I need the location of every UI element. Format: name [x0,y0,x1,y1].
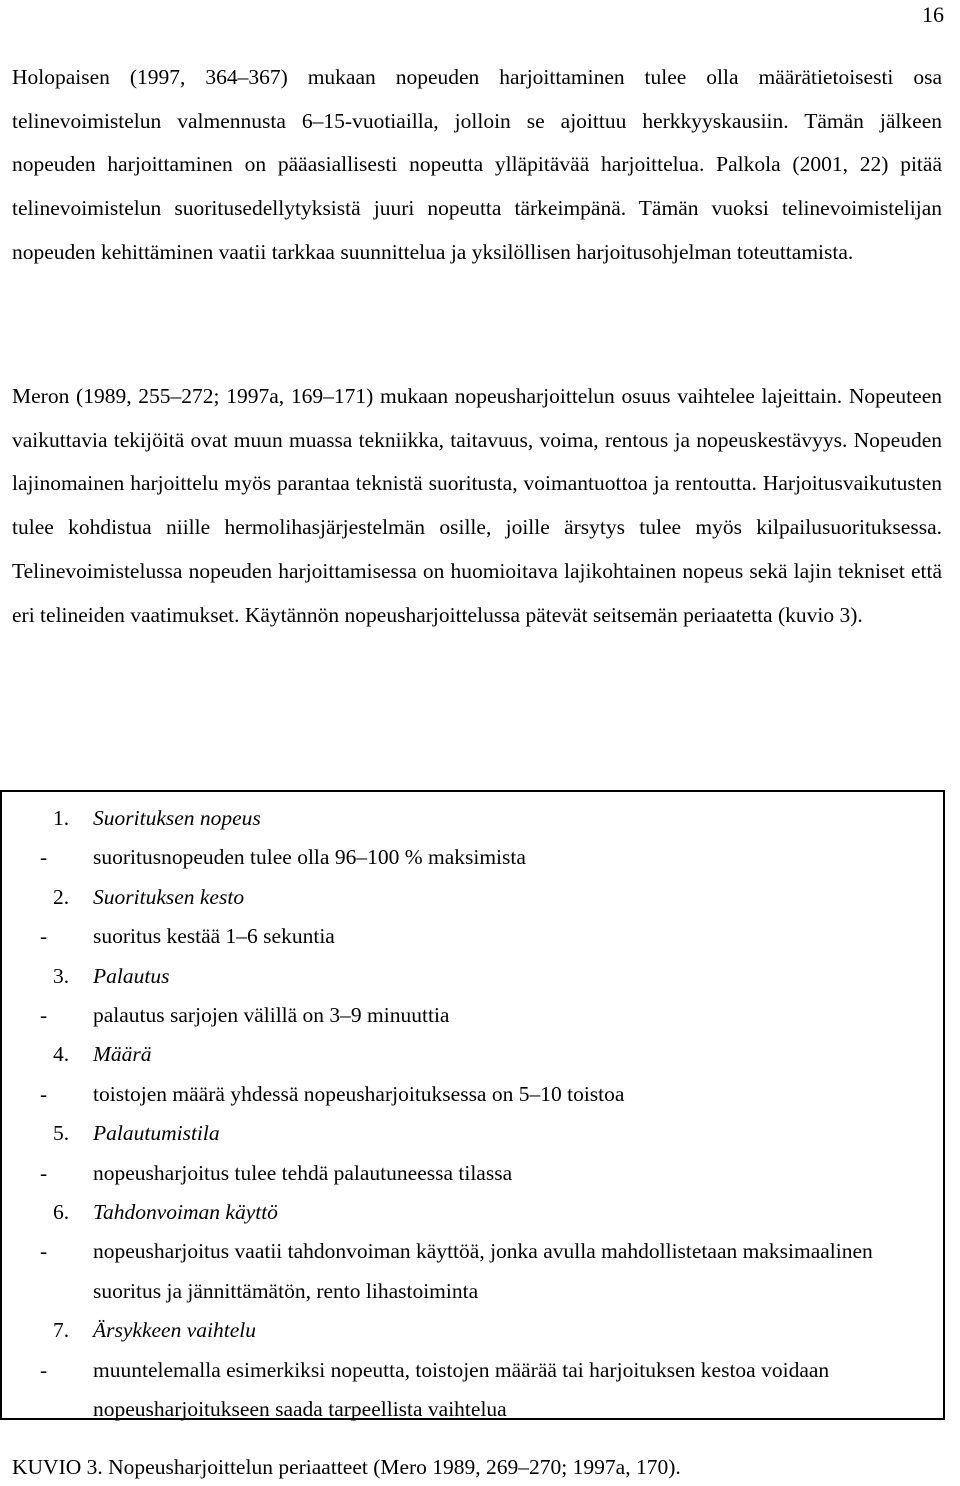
principle-description [35,1075,935,1114]
principle-number: 2. [53,884,70,909]
principle-heading [35,1311,935,1350]
principle-heading [35,957,935,996]
principle-description-text: toistojen määrä yhdessä nopeusharjoituksessa on 5–10 toistoa [93,1081,625,1106]
principle-title: Tahdonvoiman käyttö [93,1200,278,1225]
dash-marker: - [40,845,48,870]
principle-title: Ärsykkeen vaihtelu [93,1318,256,1343]
principle-number: 5. [53,1121,70,1146]
body-paragraph-1: Holopaisen (1997, 364–367) mukaan nopeuden harjoittaminen tulee olla määrätietoisesti osa telinevoimistelun valmennusta 6–15-vuotiailla, jolloin se ajoittuu herkkyyskausiin. Tämän jälkeen nopeuden harjoittaminen on pääasiallisesti nopeutta ylläpitävää harjoittelua. Palkola (2001, 22) pitää telinevoimistelun suoritusedellytyksistä juuri nopeutta tärkeimpänä. Tämän vuoksi telinevoimistelijan nopeuden kehittäminen vaatii tarkkaa suunnittelua ja yksilöllisen harjoitusohjelman toteuttamista. [12,65,942,264]
principle-description [35,917,935,956]
principle-number: 6. [53,1200,70,1225]
principle-description [35,1351,935,1430]
principle-description [35,1154,935,1193]
principle-description [35,996,935,1035]
principle-heading [35,1035,935,1074]
principle-description [35,1232,935,1311]
dash-marker: - [40,1239,48,1264]
principle-description-text: suoritusnopeuden tulee olla 96–100 % maksimista [93,845,526,870]
principle-number: 3. [53,963,70,988]
body-paragraph-2: Meron (1989, 255–272; 1997a, 169–171) mukaan nopeusharjoittelun osuus vaihtelee lajeittain. Nopeuteen vaikuttavia tekijöitä ovat muun muassa tekniikka, taitavuus, voima, rentous ja nopeuskestävyys. Nopeuden lajinomainen harjoittelu myös parantaa teknistä suoritusta, voimantuottoa ja rentoutta. Harjoitusvaikutusten tulee kohdistua niille hermolihasjärjestelmän osille, joille ärsytys tulee myös kilpailusuorituksessa. Telinevoimistelussa nopeuden harjoittamisessa on huomioitava lajikohtainen nopeus sekä lajin tekniset että eri telineiden vaatimukset. Käytännön nopeusharjoittelussa pätevät seitsemän periaatetta (kuvio 3). [12,384,942,627]
dash-marker: - [40,1081,48,1106]
dash-marker: - [40,924,48,949]
dash-marker: - [40,1003,48,1028]
figure-box [0,790,945,1420]
principle-heading [35,878,935,917]
principle-title: Määrä [93,1042,152,1067]
principle-title: Palautus [93,963,170,988]
principle-heading [35,1193,935,1232]
principle-description-text: muuntelemalla esimerkiksi nopeutta, toistojen määrää tai harjoituksen kestoa voidaan nopeusharjoitukseen saada tarpeellista vaihtelua [93,1357,830,1422]
principle-description-text: suoritus kestää 1–6 sekuntia [93,924,335,949]
figure-caption: KUVIO 3. Nopeusharjoittelun periaatteet (Mero 1989, 269–270; 1997a, 170). [12,1455,681,1479]
principle-description-text: palautus sarjojen välillä on 3–9 minuuttia [93,1003,450,1028]
principle-description [35,838,935,877]
dash-marker: - [40,1160,48,1185]
principle-title: Suorituksen nopeus [93,806,261,830]
principle-title: Palautumistila [93,1121,220,1146]
principles-list [35,799,935,1430]
principle-number: 7. [53,1318,70,1343]
principle-description-text: nopeusharjoitus tulee tehdä palautuneessa tilassa [93,1160,513,1185]
principle-number: 4. [53,1042,70,1067]
principle-description-text: nopeusharjoitus vaatii tahdonvoiman käyttöä, jonka avulla mahdollistetaan maksimaalinen suoritus ja jännittämätön, rento lihastoiminta [93,1239,873,1303]
principle-number: 1. [53,806,70,830]
principle-heading [35,1114,935,1153]
dash-marker: - [40,1357,48,1382]
principle-title: Suorituksen kesto [93,884,245,909]
principle-heading [35,799,935,838]
page-number: 16 [922,2,944,27]
